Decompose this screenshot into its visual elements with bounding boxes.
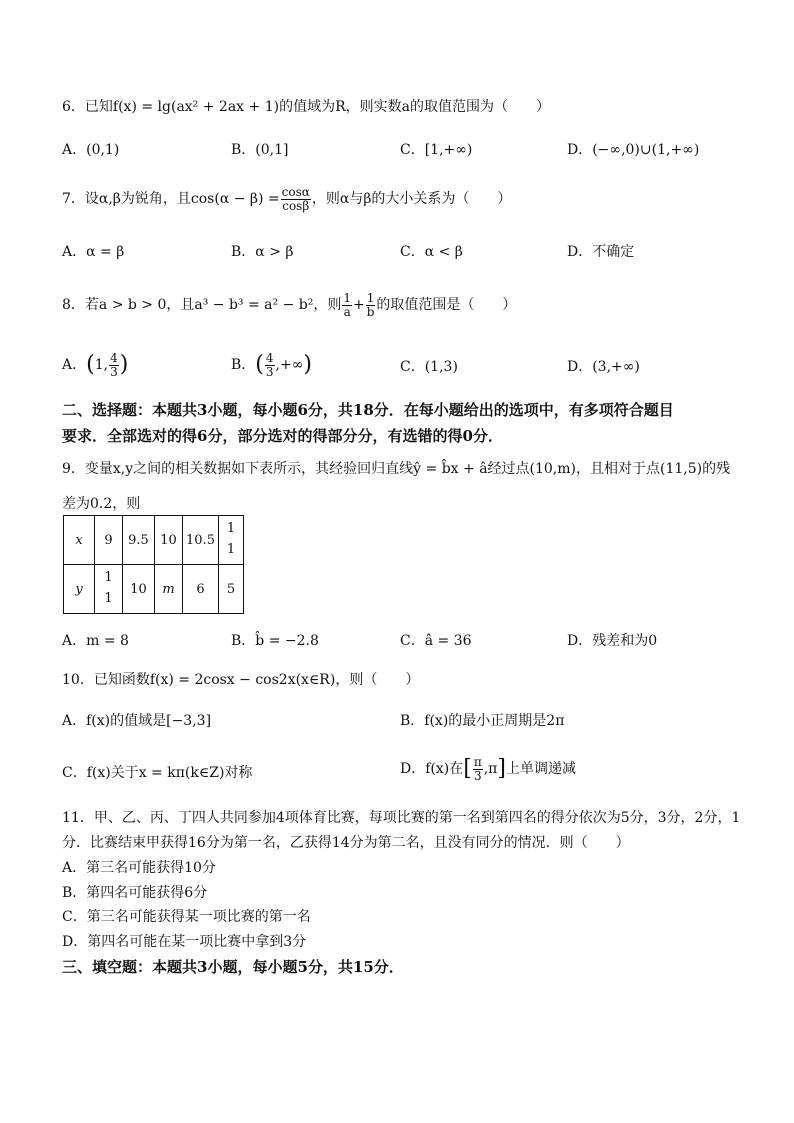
table-cell: x (64, 516, 95, 565)
q11-option-d: D．第四名可能在某一项比赛中拿到3分 (62, 934, 307, 950)
q8-frac2-den: b (366, 304, 375, 319)
q8-plus: + (352, 297, 365, 314)
table-cell: 10 (123, 565, 155, 614)
q8-opta-one: 1, (94, 357, 109, 374)
section2-heading-line2: 要求．全部选对的得6分，部分选对的得部分分，有选错的得0分． (62, 427, 503, 445)
q8-optb-num: 4 (265, 351, 274, 365)
q8-option-a (62, 352, 128, 378)
q6-option-d: D．(−∞,0)∪(1,+∞) (567, 142, 700, 158)
q8-opta-num: 4 (110, 351, 118, 365)
q11-stem-line1: 11．甲、乙、丙、丁四人共同参加4项体育比赛，每项比赛的第一名到第四名的得分依次为5分，3分，2分，1 (62, 810, 741, 826)
table-cell: 9.5 (123, 516, 155, 565)
q8-stem-pre: 8．若a > b > 0，且a³ − b³ = a² − b²，则 (62, 297, 342, 314)
q8-frac-1 (342, 292, 352, 318)
q11-option-a: A．第三名可能获得10分 (62, 860, 216, 876)
q8-option-b (231, 352, 312, 378)
q9-option-d: D．残差和为0 (567, 633, 658, 649)
q8-frac1-den: a (343, 304, 351, 319)
q7-frac-den: cosβ (282, 198, 310, 213)
q6-stem: 6．已知f(x) = lg(ax² + 2ax + 1)的值域为R，则实数a的取值范围为（ ） (62, 99, 550, 115)
table-cell: 10 (155, 516, 183, 565)
q7-stem (62, 186, 511, 212)
q8-stem (62, 292, 516, 318)
q10-optd-mid: ,π (483, 761, 498, 778)
q6-option-a: A．(0,1) (62, 142, 120, 158)
q8-frac-2 (366, 292, 376, 318)
q8-optb-tail: ,+∞ (275, 357, 304, 374)
q8-option-d: D．(3,+∞) (567, 359, 640, 375)
q8-optb-right-paren: ) (303, 352, 312, 378)
q7-frac-num: cosα (281, 185, 310, 199)
q10-stem: 10．已知函数f(x) = 2cosx − cos2x(x∈R)，则（ ） (62, 672, 420, 688)
q9-stem-line1: 9．变量x,y之间的相关数据如下表所示，其经验回归直线ŷ = b̂x + â经过点(10,m)，且相对于点(11,5)的残 (62, 461, 731, 477)
q10-option-b: B．f(x)的最小正周期是2π (400, 713, 565, 729)
q8-opta-right-paren: ) (119, 352, 129, 378)
q8-opta-den: 3 (110, 364, 118, 379)
q8-frac1-num: 1 (343, 291, 351, 305)
table-cell: m (155, 565, 183, 614)
q10-option-c: C．f(x)关于x = kπ(k∈Z)对称 (62, 765, 253, 781)
section3-heading: 三、填空题：本题共3小题，每小题5分，共15分． (62, 958, 404, 976)
q8-opta-label: A． (62, 357, 87, 374)
q8-optb-den: 3 (265, 364, 274, 379)
q10-option-d (400, 756, 576, 782)
table-cell: 5 (219, 565, 244, 614)
q10-optd-post: 上单调递减 (505, 761, 576, 778)
q8-opta-left-paren: ( (86, 352, 95, 378)
q7-option-b: B．α > β (231, 244, 294, 260)
q10-optd-frac (473, 756, 483, 782)
q10-optd-pre: D．f(x)在 (400, 761, 464, 778)
q9-option-c: C．â = 36 (400, 633, 472, 649)
q8-optb-left-paren: ( (255, 352, 264, 378)
q9-table-row-x (64, 516, 244, 565)
section2-heading-line1: 二、选择题：本题共3小题，每小题6分，共18分．在每小题给出的选项中，有多项符合题目 (62, 401, 674, 419)
q8-stem-post: 的取值范围是（ ） (376, 297, 517, 314)
q10-optd-num: π (473, 755, 482, 769)
q9-stem-line2: 差为0.2，则 (62, 496, 141, 512)
q7-fraction (281, 186, 311, 212)
q8-option-c: C．(1,3) (400, 359, 458, 375)
q10-option-a: A．f(x)的值域是[−3,3] (62, 713, 212, 729)
q7-stem-pre: 7．设α,β为锐角，且cos(α − β) = (62, 191, 280, 208)
q8-opta-frac (109, 352, 119, 378)
table-cell: 6 (183, 565, 219, 614)
table-cell: 9 (95, 516, 123, 565)
q10-optd-left-bracket: [ (463, 756, 472, 782)
q8-optb-frac (265, 352, 275, 378)
q7-option-c: C．α < β (400, 244, 463, 260)
q9-option-b: B．b̂ = −2.8 (231, 633, 319, 649)
q11-option-b: B．第四名可能获得6分 (62, 885, 208, 901)
q9-data-table (63, 515, 244, 614)
q6-option-b: B．(0,1] (231, 142, 289, 158)
q11-stem-line2: 分．比赛结束甲获得16分为第一名，乙获得14分为第二名，且没有同分的情况．则（ ） (62, 835, 630, 851)
q10-optd-den: 3 (473, 768, 482, 783)
q9-table-row-y (64, 565, 244, 614)
table-cell: 10.5 (183, 516, 219, 565)
q9-option-a: A．m = 8 (62, 633, 129, 649)
q8-optb-label: B． (231, 357, 256, 374)
q7-option-d: D．不确定 (567, 244, 635, 260)
q10-optd-right-bracket: ] (497, 756, 506, 782)
q6-option-c: C．[1,+∞) (400, 142, 473, 158)
q7-option-a: A．α = β (62, 244, 125, 260)
table-cell: y (64, 565, 95, 614)
q11-option-c: C．第三名可能获得某一项比赛的第一名 (62, 909, 311, 925)
table-cell: 1 1 (95, 565, 123, 614)
table-cell: 1 1 (219, 516, 244, 565)
q8-frac2-num: 1 (366, 291, 375, 305)
q7-stem-post: ，则α与β的大小关系为（ ） (311, 191, 512, 208)
